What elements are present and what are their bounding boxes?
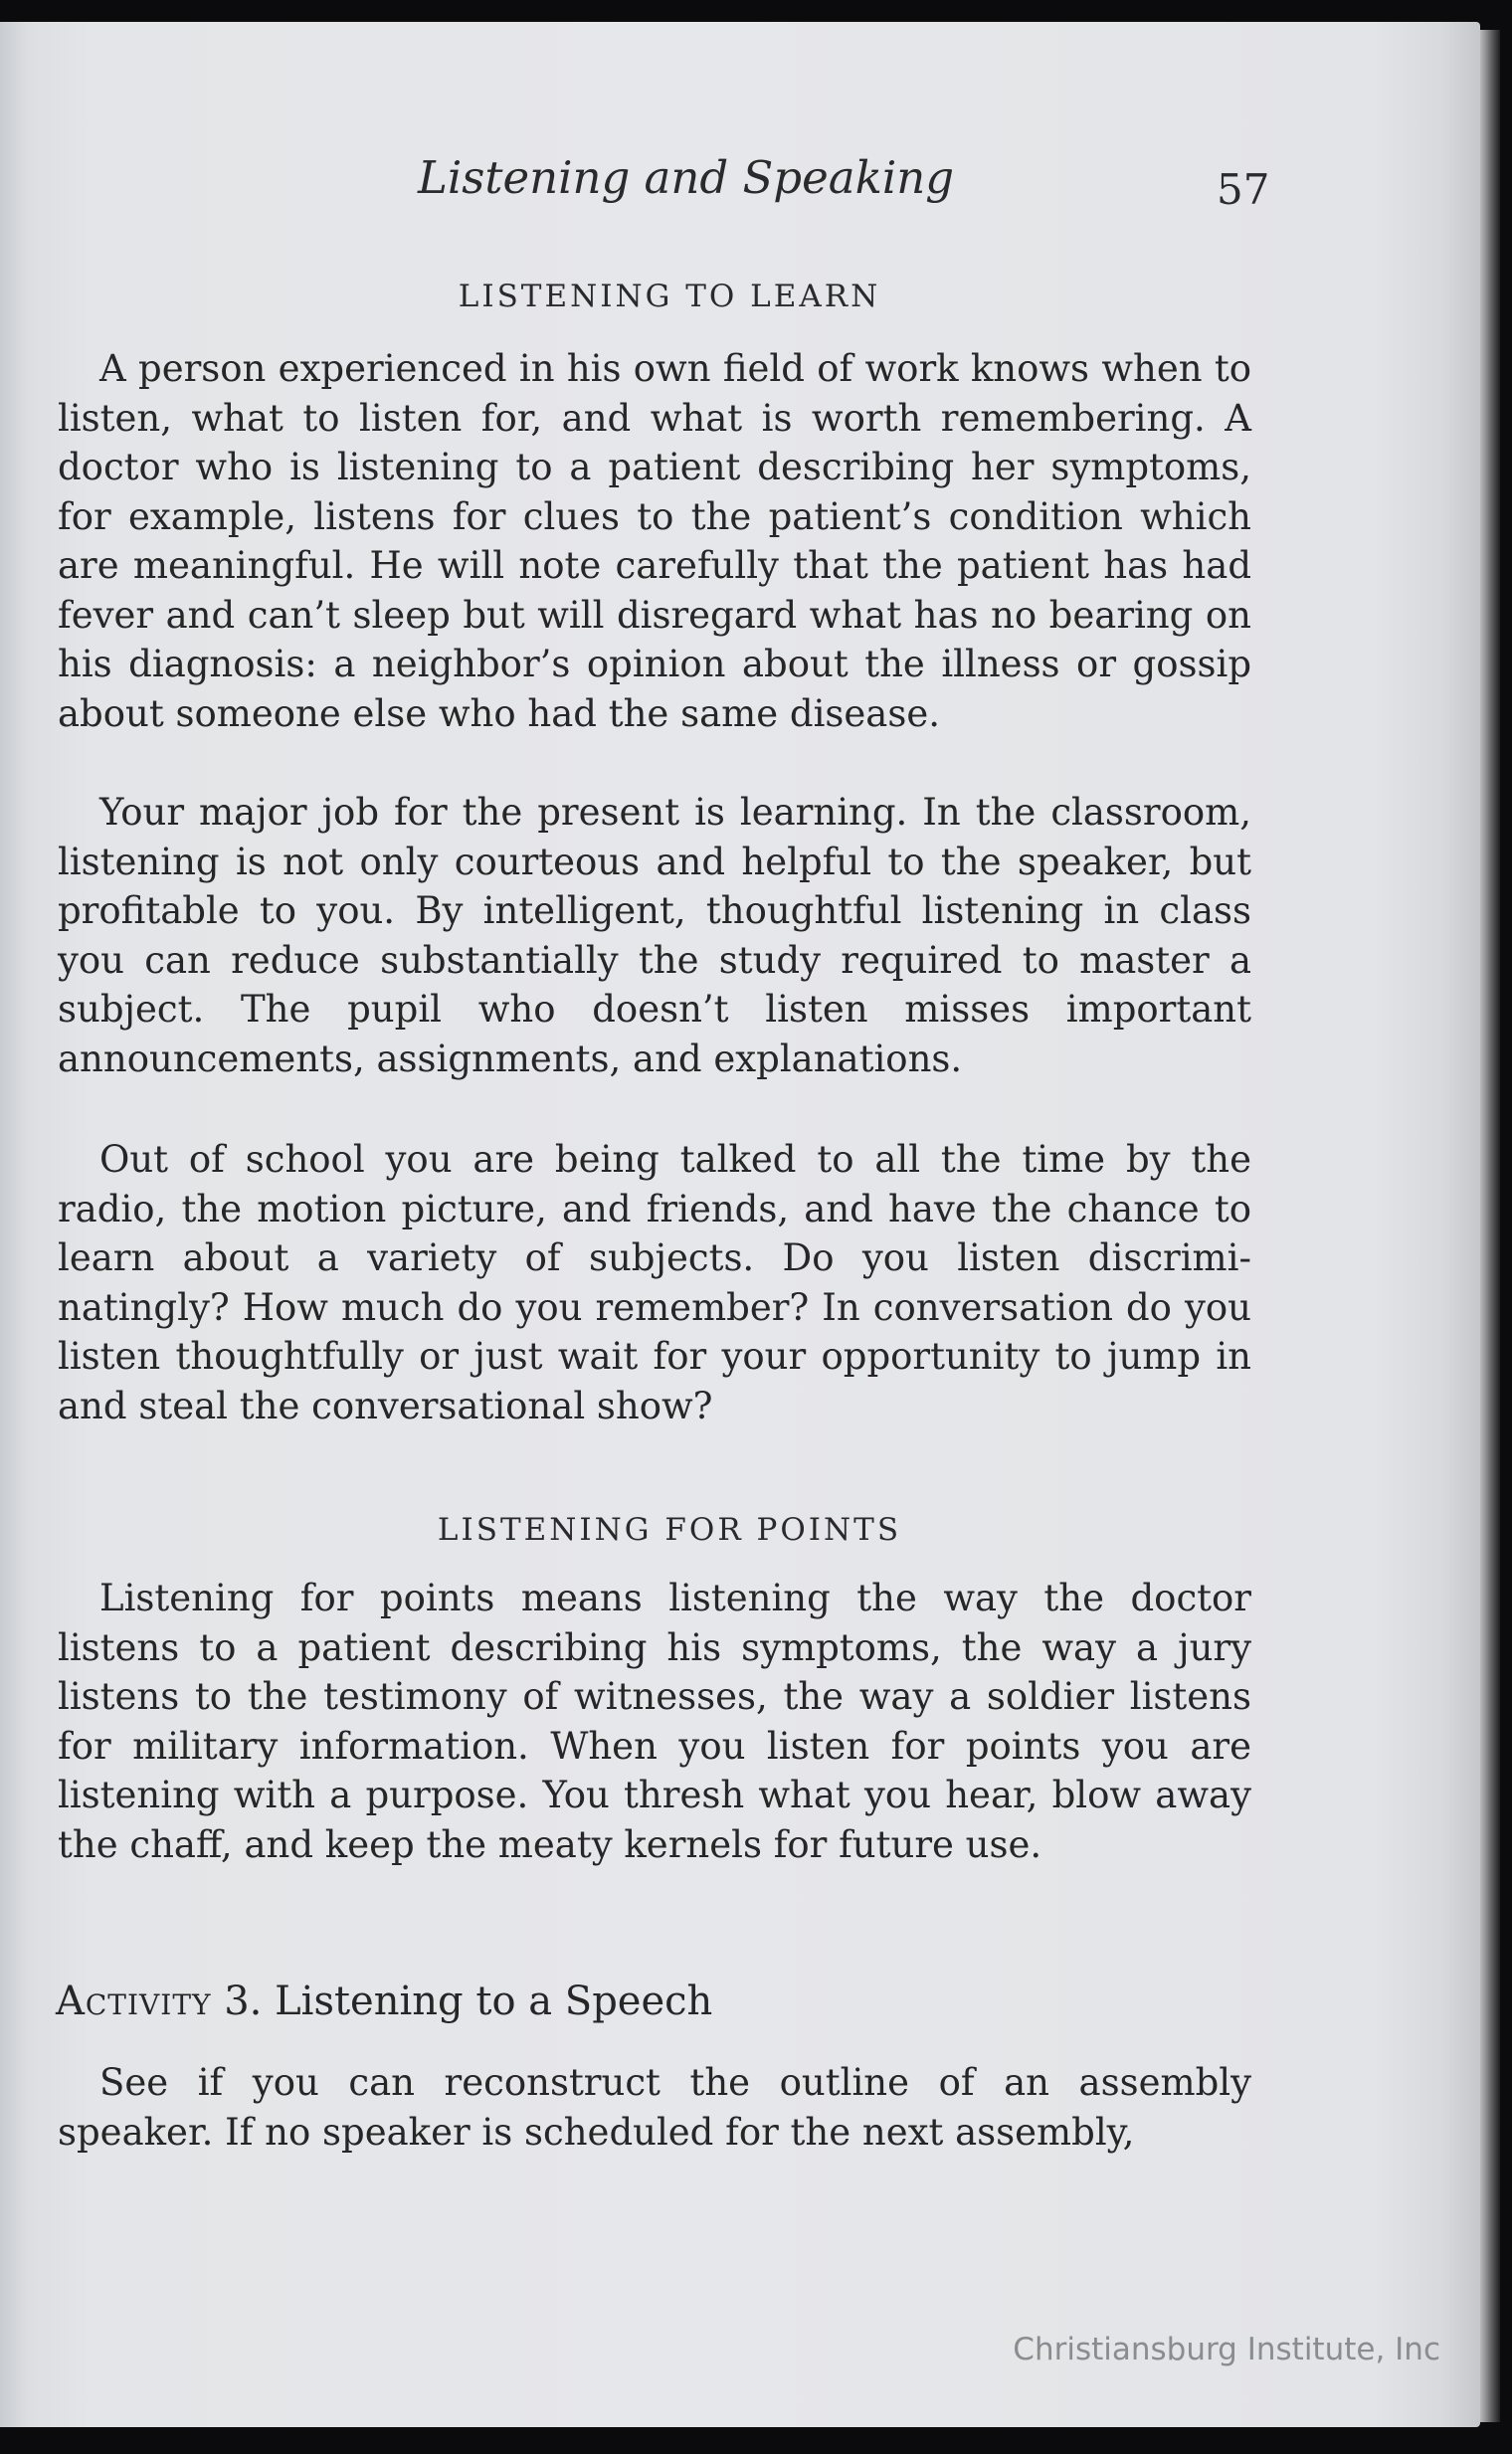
paragraph: Listening for points means listening the way the doctor listens to a patient describing his symptoms, the way a jury listens to the testimony of witnesses, the way a soldier listens for military information. When you listen for points you are listening with a purpose. You thresh what you hear, blow away the chaff, and keep the meaty kernels for future use.	[58, 1577, 1251, 1866]
watermark: Christiansburg Institute, Inc	[1013, 2332, 1440, 2367]
page-edge	[1480, 30, 1500, 2422]
section-heading-listening-to-learn: LISTENING TO LEARN	[458, 279, 881, 314]
paragraph: A person experienced in his own field of work knows when to listen, what to listen for, and what is worth remembering. A doctor who is listening to a patient describing her symptoms, for example, listens for clues to the patient’s condition which are meaningful. He will note carefully that the patient has had fever and can’t sleep but will disregard what has no bearing on his diagnosis: a neighbor’s opinion about the illness or gossip about someone else who had the same disease.	[58, 347, 1251, 735]
paragraph: Your major job for the present is learning. In the classroom, listening is not only courteous and helpful to the speaker, but profitable to you. By intelligent, thoughtful listening in class you can reduce substantially the study required to master a subject. The pupil who doesn’t listen misses important announcements, assignments, and explanations.	[58, 791, 1251, 1080]
section-heading-listening-for-points: LISTENING FOR POINTS	[437, 1512, 902, 1548]
page-number: 57	[1217, 165, 1270, 214]
bottom-border	[0, 2427, 1512, 2454]
activity-heading	[56, 1979, 712, 2024]
activity-paragraph: See if you can reconstruct the outline of an assembly speaker. If no speaker is scheduled for the next assembly,	[58, 2061, 1251, 2154]
paragraph: Out of school you are being talked to all the time by the radio, the motion picture, and friends, and have the chance to learn about a variety of subjects. Do you listen discriminatingly? How much do you remember? In conversation do you listen thoughtfully or just wait for your opportunity to jump in and steal the conversational show?	[58, 1138, 1251, 1427]
activity-label: Activity	[56, 1979, 212, 2024]
running-header-title: Listening and Speaking	[418, 151, 955, 204]
activity-title: 3. Listening to a Speech	[224, 1979, 713, 2024]
